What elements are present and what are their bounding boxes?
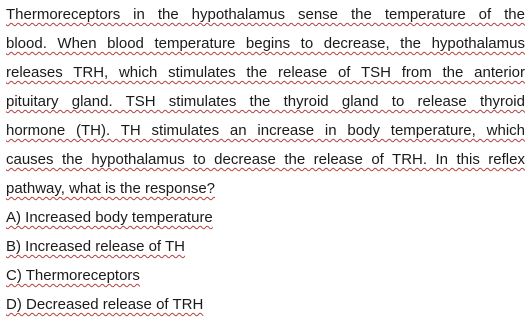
answer-option-d: D) Decreased release of TRH bbox=[6, 296, 204, 313]
answer-option-a: A) Increased body temperature bbox=[6, 209, 213, 226]
answer-options bbox=[6, 203, 525, 319]
question-line: blood. When blood temperature begins to decrease, the hypothalamus bbox=[6, 35, 525, 52]
question-line: hormone (TH). TH stimulates an increase in body temperature, which bbox=[6, 122, 525, 139]
question-line: causes the hypothalamus to decrease the release of TRH. In this reflex bbox=[6, 151, 525, 168]
answer-option-c: C) Thermoreceptors bbox=[6, 267, 140, 284]
question-text bbox=[6, 0, 525, 203]
question-line: pituitary gland. TSH stimulates the thyroid gland to release thyroid bbox=[6, 93, 525, 110]
answer-option-b: B) Increased release of TH bbox=[6, 238, 185, 255]
question-line: pathway, what is the response? bbox=[6, 180, 216, 197]
question-line: releases TRH, which stimulates the release of TSH from the anterior bbox=[6, 64, 525, 81]
question-line: Thermoreceptors in the hypothalamus sense the temperature of the bbox=[6, 6, 525, 23]
